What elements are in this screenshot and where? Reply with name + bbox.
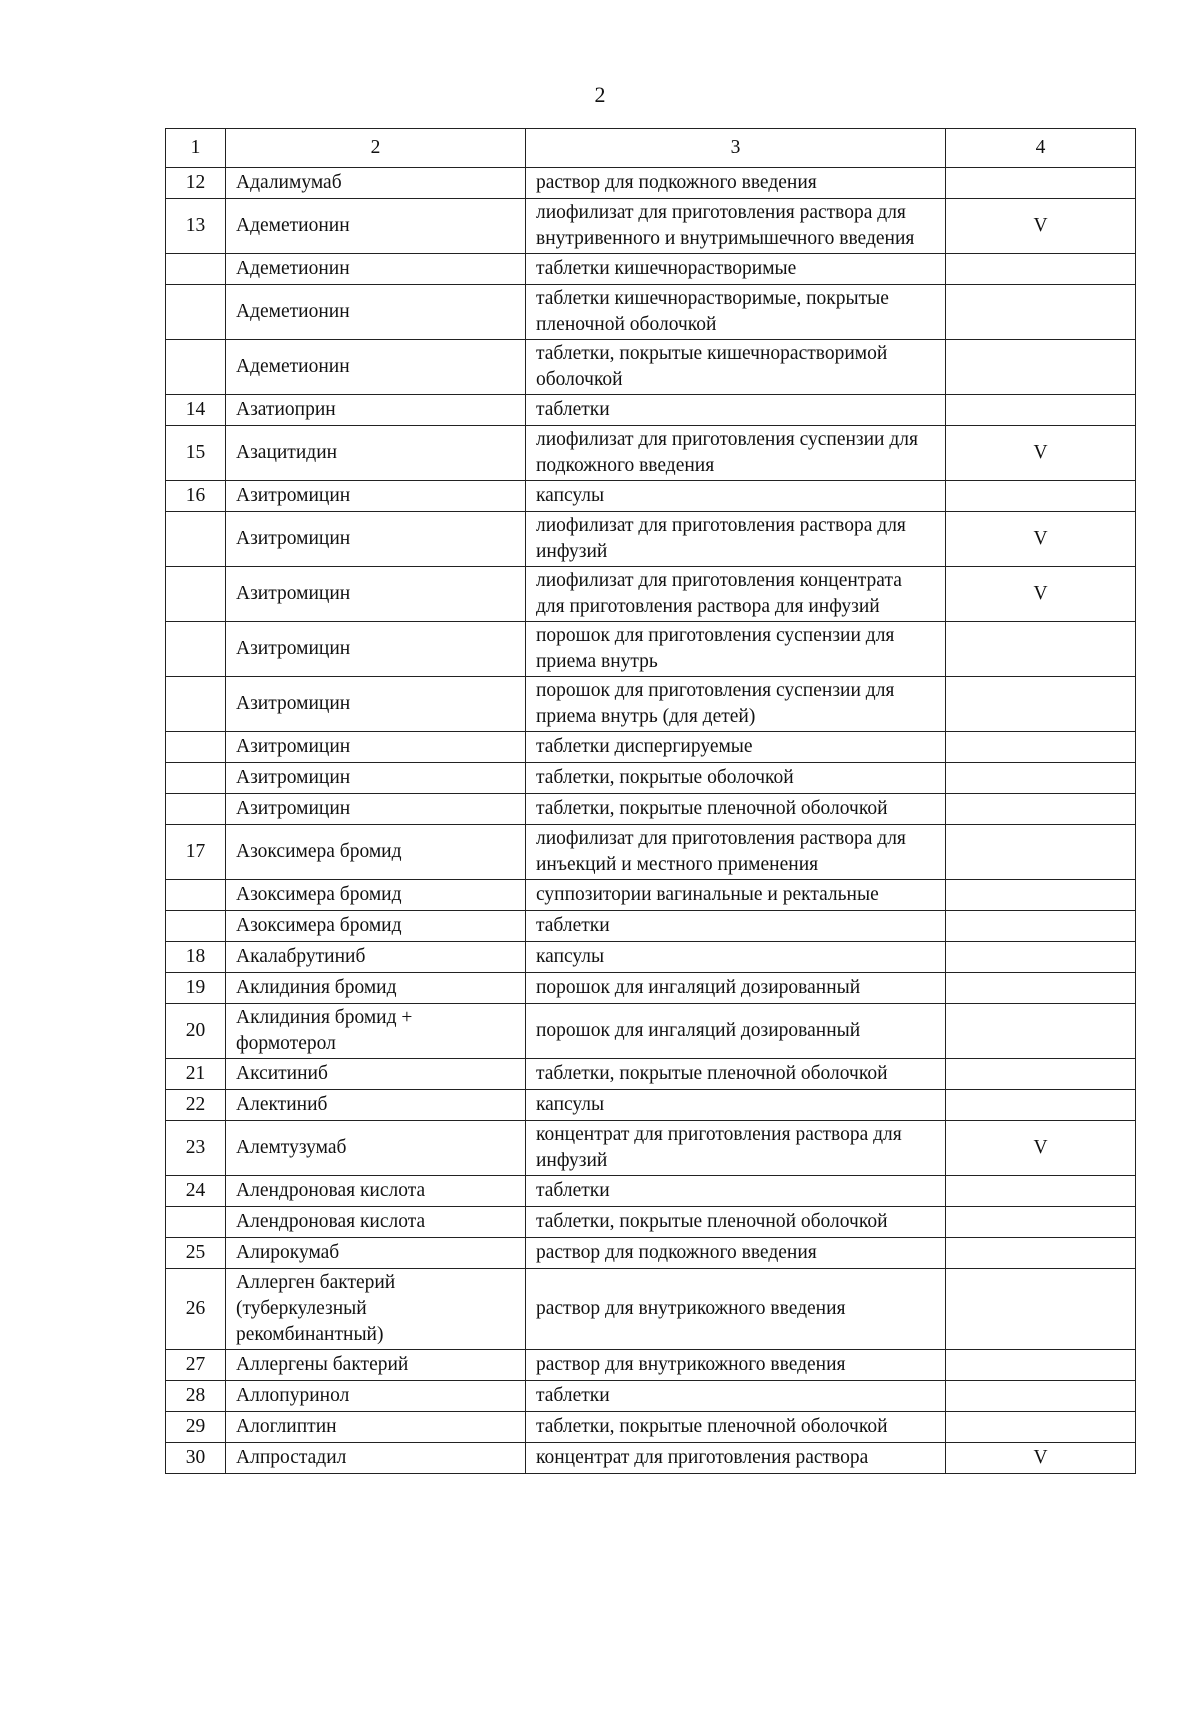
drug-name: Алпростадил <box>226 1443 526 1474</box>
vital-mark <box>946 254 1136 285</box>
dosage-form: таблетки, покрытые пленочной оболочкой <box>526 1412 946 1443</box>
vital-mark <box>946 732 1136 763</box>
vital-mark: V <box>946 1443 1136 1474</box>
vital-mark <box>946 340 1136 395</box>
row-number <box>166 911 226 942</box>
dosage-form: лиофилизат для приготовления раствора для инфузий <box>526 512 946 567</box>
table-row <box>166 794 1136 825</box>
dosage-form: таблетки, покрытые пленочной оболочкой <box>526 1207 946 1238</box>
vital-mark <box>946 168 1136 199</box>
dosage-form: капсулы <box>526 1090 946 1121</box>
vital-mark <box>946 1381 1136 1412</box>
vital-mark: V <box>946 512 1136 567</box>
dosage-form: раствор для подкожного введения <box>526 1238 946 1269</box>
drug-name: Азитромицин <box>226 763 526 794</box>
row-number <box>166 567 226 622</box>
vital-mark <box>946 1207 1136 1238</box>
dosage-form: суппозитории вагинальные и ректальные <box>526 880 946 911</box>
dosage-form: таблетки кишечнорастворимые <box>526 254 946 285</box>
table-row <box>166 825 1136 880</box>
row-number: 17 <box>166 825 226 880</box>
table-row <box>166 1059 1136 1090</box>
dosage-form: таблетки диспергируемые <box>526 732 946 763</box>
dosage-form: раствор для внутрикожного введения <box>526 1269 946 1350</box>
row-number <box>166 763 226 794</box>
vital-mark <box>946 911 1136 942</box>
drug-name: Азоксимера бромид <box>226 911 526 942</box>
table-body <box>166 168 1136 1474</box>
table-row <box>166 1269 1136 1350</box>
row-number <box>166 622 226 677</box>
table-row <box>166 732 1136 763</box>
dosage-form: концентрат для приготовления раствора <box>526 1443 946 1474</box>
dosage-form: раствор для внутрикожного введения <box>526 1350 946 1381</box>
table-row <box>166 340 1136 395</box>
drug-name: Азоксимера бромид <box>226 880 526 911</box>
vital-mark <box>946 880 1136 911</box>
drug-name: Алендроновая кислота <box>226 1176 526 1207</box>
table-row <box>166 1004 1136 1059</box>
dosage-form: лиофилизат для приготовления раствора для внутривенного и внутримышечного введения <box>526 199 946 254</box>
vital-mark <box>946 763 1136 794</box>
dosage-form: таблетки кишечнорастворимые, покрытые пленочной оболочкой <box>526 285 946 340</box>
vital-mark <box>946 1412 1136 1443</box>
dosage-form: таблетки, покрытые оболочкой <box>526 763 946 794</box>
dosage-form: лиофилизат для приготовления раствора для инъекций и местного применения <box>526 825 946 880</box>
vital-mark: V <box>946 567 1136 622</box>
header-row <box>166 129 1136 168</box>
drug-name: Азитромицин <box>226 677 526 732</box>
vital-mark: V <box>946 1121 1136 1176</box>
drug-name: Аллерген бактерий (туберкулезный рекомбинантный) <box>226 1269 526 1350</box>
table-row <box>166 1176 1136 1207</box>
dosage-form: таблетки, покрытые пленочной оболочкой <box>526 1059 946 1090</box>
dosage-form: порошок для ингаляций дозированный <box>526 1004 946 1059</box>
drug-name: Алендроновая кислота <box>226 1207 526 1238</box>
vital-mark <box>946 395 1136 426</box>
drug-name: Адеметионин <box>226 285 526 340</box>
row-number: 21 <box>166 1059 226 1090</box>
vital-mark <box>946 1004 1136 1059</box>
row-number: 18 <box>166 942 226 973</box>
drug-name: Алемтузумаб <box>226 1121 526 1176</box>
drug-name: Аллопуринол <box>226 1381 526 1412</box>
drug-name: Аллергены бактерий <box>226 1350 526 1381</box>
table-row <box>166 199 1136 254</box>
drug-name: Алоглиптин <box>226 1412 526 1443</box>
row-number: 12 <box>166 168 226 199</box>
row-number: 16 <box>166 481 226 512</box>
row-number <box>166 677 226 732</box>
medications-table <box>165 128 1136 1474</box>
row-number: 26 <box>166 1269 226 1350</box>
table-row <box>166 973 1136 1004</box>
column-header-1: 1 <box>166 129 226 168</box>
row-number: 24 <box>166 1176 226 1207</box>
drug-name: Азитромицин <box>226 481 526 512</box>
dosage-form: таблетки <box>526 395 946 426</box>
table-row <box>166 1090 1136 1121</box>
drug-name: Азатиоприн <box>226 395 526 426</box>
dosage-form: капсулы <box>526 481 946 512</box>
row-number <box>166 512 226 567</box>
row-number <box>166 340 226 395</box>
drug-name: Акалабрутиниб <box>226 942 526 973</box>
vital-mark <box>946 1059 1136 1090</box>
vital-mark <box>946 677 1136 732</box>
table-row <box>166 622 1136 677</box>
table-row <box>166 254 1136 285</box>
drug-name: Азацитидин <box>226 426 526 481</box>
dosage-form: таблетки, покрытые пленочной оболочкой <box>526 794 946 825</box>
vital-mark <box>946 1350 1136 1381</box>
table-row <box>166 481 1136 512</box>
drug-name: Адеметионин <box>226 254 526 285</box>
dosage-form: порошок для приготовления суспензии для приема внутрь <box>526 622 946 677</box>
dosage-form: лиофилизат для приготовления суспензии для подкожного введения <box>526 426 946 481</box>
dosage-form: порошок для приготовления суспензии для приема внутрь (для детей) <box>526 677 946 732</box>
row-number <box>166 880 226 911</box>
row-number: 19 <box>166 973 226 1004</box>
drug-name: Аклидиния бромид <box>226 973 526 1004</box>
row-number <box>166 254 226 285</box>
table-row <box>166 1121 1136 1176</box>
drug-name: Азитромицин <box>226 794 526 825</box>
vital-mark <box>946 1238 1136 1269</box>
drug-name: Азоксимера бромид <box>226 825 526 880</box>
row-number: 20 <box>166 1004 226 1059</box>
row-number: 29 <box>166 1412 226 1443</box>
vital-mark <box>946 1269 1136 1350</box>
dosage-form: таблетки <box>526 911 946 942</box>
dosage-form: таблетки, покрытые кишечнорастворимой оболочкой <box>526 340 946 395</box>
row-number <box>166 732 226 763</box>
table-row <box>166 567 1136 622</box>
row-number <box>166 285 226 340</box>
row-number: 14 <box>166 395 226 426</box>
table-row <box>166 285 1136 340</box>
row-number: 30 <box>166 1443 226 1474</box>
vital-mark <box>946 481 1136 512</box>
vital-mark <box>946 942 1136 973</box>
table-row <box>166 1238 1136 1269</box>
drug-name: Адалимумаб <box>226 168 526 199</box>
table-row <box>166 880 1136 911</box>
table-row <box>166 763 1136 794</box>
row-number: 13 <box>166 199 226 254</box>
vital-mark <box>946 285 1136 340</box>
row-number: 22 <box>166 1090 226 1121</box>
drug-name: Азитромицин <box>226 732 526 763</box>
table-row <box>166 1207 1136 1238</box>
row-number: 23 <box>166 1121 226 1176</box>
vital-mark <box>946 973 1136 1004</box>
column-header-3: 3 <box>526 129 946 168</box>
vital-mark <box>946 794 1136 825</box>
drug-name: Аклидиния бромид + формотерол <box>226 1004 526 1059</box>
drug-name: Акситиниб <box>226 1059 526 1090</box>
row-number: 27 <box>166 1350 226 1381</box>
drug-name: Азитромицин <box>226 567 526 622</box>
table-row <box>166 395 1136 426</box>
column-header-4: 4 <box>946 129 1136 168</box>
row-number <box>166 794 226 825</box>
dosage-form: таблетки <box>526 1381 946 1412</box>
page-number: 2 <box>594 82 606 107</box>
vital-mark <box>946 1176 1136 1207</box>
vital-mark: V <box>946 199 1136 254</box>
row-number: 15 <box>166 426 226 481</box>
dosage-form: порошок для ингаляций дозированный <box>526 973 946 1004</box>
vital-mark <box>946 825 1136 880</box>
dosage-form: капсулы <box>526 942 946 973</box>
table-row <box>166 1381 1136 1412</box>
table-row <box>166 426 1136 481</box>
dosage-form: концентрат для приготовления раствора для инфузий <box>526 1121 946 1176</box>
row-number: 28 <box>166 1381 226 1412</box>
column-header-2: 2 <box>226 129 526 168</box>
row-number <box>166 1207 226 1238</box>
table-row <box>166 512 1136 567</box>
table-row <box>166 911 1136 942</box>
vital-mark <box>946 1090 1136 1121</box>
dosage-form: таблетки <box>526 1176 946 1207</box>
table-header <box>166 129 1136 168</box>
row-number: 25 <box>166 1238 226 1269</box>
table-row <box>166 1350 1136 1381</box>
drug-name: Алирокумаб <box>226 1238 526 1269</box>
table-row <box>166 677 1136 732</box>
table-row <box>166 942 1136 973</box>
dosage-form: раствор для подкожного введения <box>526 168 946 199</box>
table-row <box>166 168 1136 199</box>
table-row <box>166 1443 1136 1474</box>
drug-name: Адеметионин <box>226 199 526 254</box>
vital-mark: V <box>946 426 1136 481</box>
drug-name: Азитромицин <box>226 622 526 677</box>
drug-name: Азитромицин <box>226 512 526 567</box>
vital-mark <box>946 622 1136 677</box>
drug-name: Адеметионин <box>226 340 526 395</box>
table-row <box>166 1412 1136 1443</box>
drug-name: Алектиниб <box>226 1090 526 1121</box>
dosage-form: лиофилизат для приготовления концентрата для приготовления раствора для инфузий <box>526 567 946 622</box>
